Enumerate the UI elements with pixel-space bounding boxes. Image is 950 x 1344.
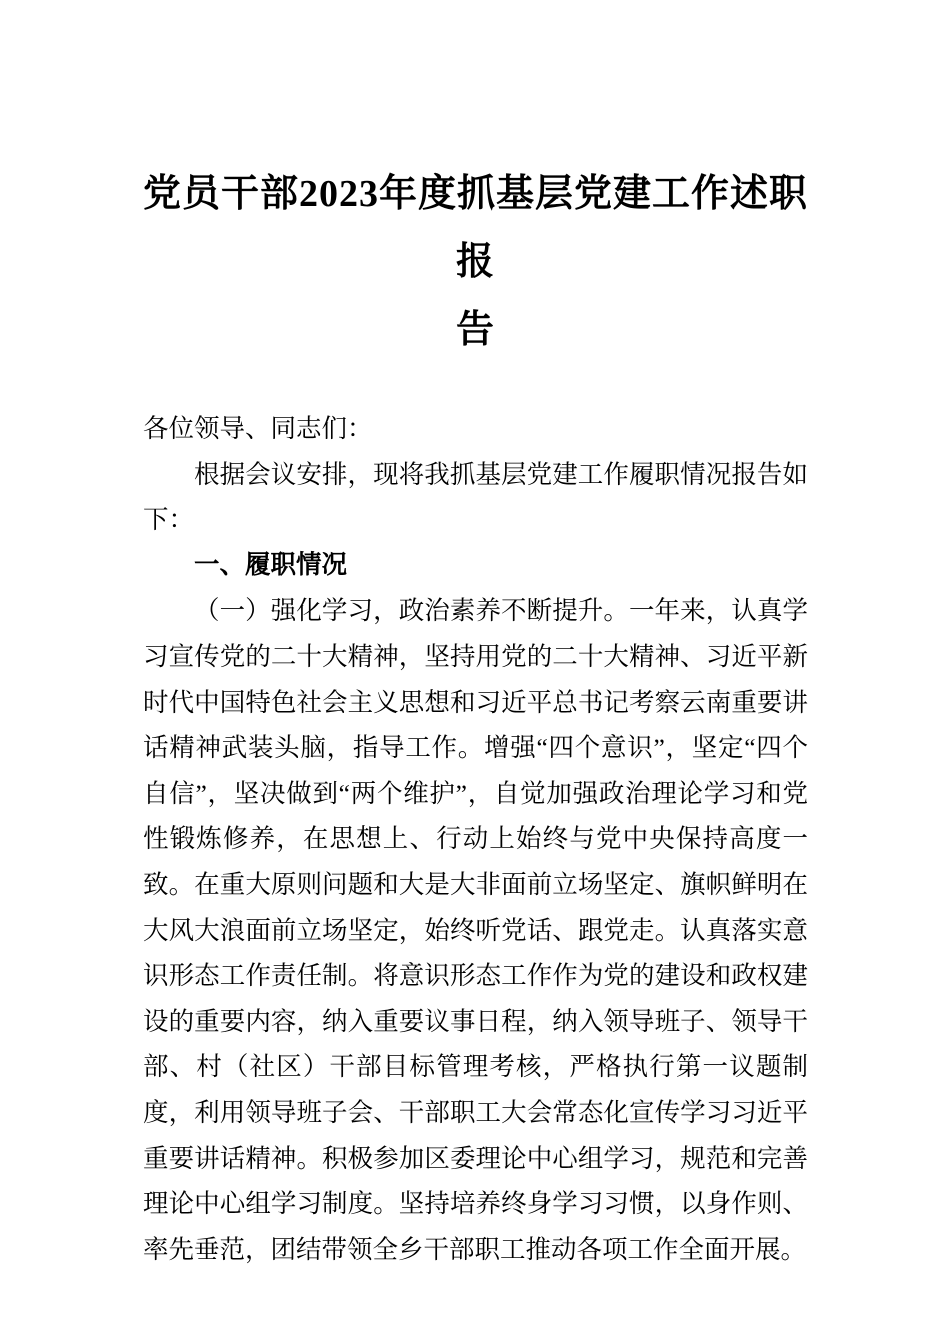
section-heading: 一、履职情况 xyxy=(194,550,348,579)
document-title xyxy=(143,160,808,364)
salutation: 各位领导、同志们： xyxy=(143,414,373,443)
body-paragraph: （一）强化学习，政治素养不断提升。一年来，认真学习宣传党的二十大精神，坚持用党的二十大精神、习近平新时代中国特色社会主义思想和习近平总书记考察云南重要讲话精神武装头脑，指导工作。增强“四个意识”，坚定“四个自信”，坚决做到“两个维护”，自觉加强政治理论学习和党性锻炼修养，在思想上、行动上始终与党中央保持高度一致。在重大原则问题和大是大非面前立场坚定、旗帜鲜明在大风大浪面前立场坚定，始终听党话、跟党走。认真落实意识形态工作责任制。将意识形态工作作为党的建设和政权建设的重要内容，纳入重要议事日程，纳入领导班子、领导干部、村（社区）干部目标管理考核，严格执行第一议题制度，利用领导班子会、干部职工大会常态化宣传学习习近平重要讲话精神。积极参加区委理论中心组学习，规范和完善理论中心组学习制度。坚持培养终身学习习惯，以身作则、率先垂范，团结带领全乡干部职工推动各项工作全面开展。 xyxy=(143,596,808,1264)
document-title-line-1: 党员干部2023年度抓基层党建工作述职报 xyxy=(143,173,809,283)
document-body xyxy=(143,406,808,1272)
document-title-line-2: 告 xyxy=(455,309,495,351)
intro-paragraph: 根据会议安排，现将我抓基层党建工作履职情况报告如下： xyxy=(143,459,808,535)
